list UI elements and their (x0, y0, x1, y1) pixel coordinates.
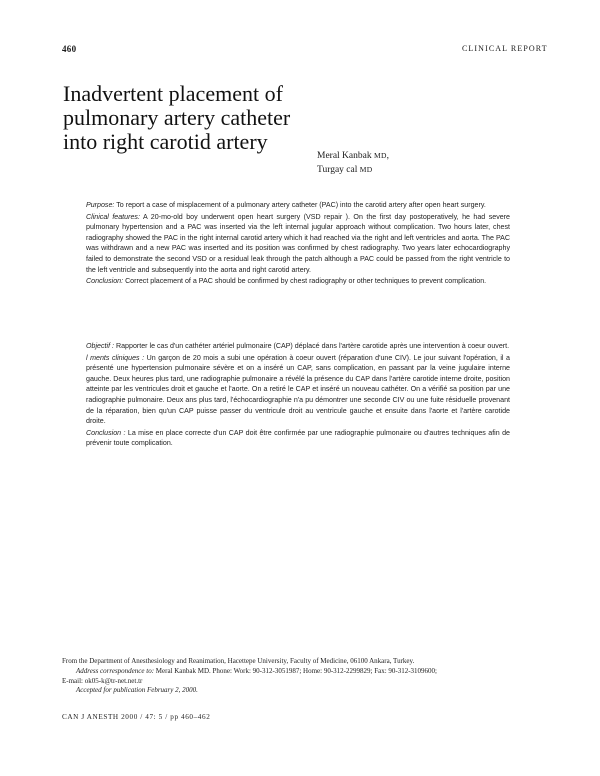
journal-citation: CAN J ANESTH 2000 / 47: 5 / pp 460–462 (62, 713, 211, 721)
author-1 (317, 149, 389, 163)
purpose-text: To report a case of misplacement of a pulmonary artery catheter (PAC) into the carotid artery after open heart surgery. (116, 201, 486, 209)
conclusion-label: Conclusion: (86, 277, 124, 286)
article-title: Inadvertent placement of pulmonary artery catheter into right carotid artery (63, 81, 291, 154)
clinical-text: A 20-mo-old boy underwent open heart surgery (VSD repair ). On the first day postoperatively, he had severe pulmonary hypertension and a PAC was inserted via the left internal jugular approach without complication. Two hours later, chest radiography showed the PAC in the right internal carotid artery which it had reached via the right and left ventricles and aorta. The PAC was withdrawn and a new PAC was inserted and its position was confirmed by chest radiography. Two years later echocardiography failed to demonstrate the second VSD or a residual leak through the patch although a PAC could be passed from the right ventricle to the left ventricle and subsequently into the aorta and right carotid artery. (86, 212, 510, 274)
author-name: Turgay cal (317, 165, 358, 175)
clinical-label: Clinical features: (86, 212, 140, 221)
conclusion-fr-label: Conclusion : (86, 428, 126, 437)
email: E-mail: ok05-k@tr-net.net.tr (62, 676, 143, 685)
abstract-purpose (86, 200, 510, 211)
resume-elements-cliniques (86, 353, 510, 427)
conclusion-fr-text: La mise en place correcte d'un CAP doit être confirmée par une radiographie pulmonaire ou d'autres techniques afin de prévenir toute complication. (86, 428, 510, 448)
elements-text: Un garçon de 20 mois a subi une opération à coeur ouvert (réparation d'une CIV). Le jour suivant l'opération, il a présenté une hypertension pulmonaire sévère et on a inséré un CAP, sans complication, en passant par la veine jugulaire interne gauche. Deux heures plus tard, une radiographie pulmonaire a révélé la présence du CAP dans l'artère carotide interne droite, position atteinte par les ventricules droit et gauche et l'aorte. On a retiré le CAP et inséré un nouveau cathéter. On a vérifié sa position par une radiographie pulmonaire. Deux ans plus tard, l'échocardiographie n'a pu démontrer une seconde CIV ou une fuite résiduelle provenant de la réparation, bien qu'un CAP puisse passer du ventricule droit au ventricule gauche et ensuite dans l'aorte et l'artère carotide droite. (86, 353, 510, 426)
resume-objectif (86, 341, 510, 352)
author-separator: , (386, 151, 390, 161)
conclusion-text: Correct placement of a PAC should be confirmed by chest radiography or other techniques to prevent complication. (125, 277, 487, 286)
purpose-label: Purpose: (86, 201, 115, 209)
author-degree: MD (359, 165, 373, 174)
author-name: Meral Kanbak (317, 151, 372, 161)
page-number: 460 (62, 44, 77, 54)
accepted-date: Accepted for publication February 2, 2000. (76, 686, 198, 695)
abstract-english (86, 200, 510, 288)
elements-label: l ments cliniques : (86, 353, 145, 362)
objectif-text: Rapporter le cas d'un cathéter artériel pulmonaire (CAP) déplacé dans l'artère carotide après une intervention à coeur ouvert. (115, 342, 510, 350)
objectif-label: Objectif : (86, 342, 114, 350)
abstract-conclusion (86, 276, 510, 287)
correspondence (62, 667, 522, 677)
author-list (317, 149, 389, 177)
correspondence-text: Meral Kanbak MD. Phone: Work: 90-312-3051987; Home: 90-312-2299829; Fax: 90-312-3109600; (155, 666, 438, 675)
abstract-clinical-features (86, 212, 510, 276)
affiliation: From the Department of Anesthesiology and Reanimation, Hacettepe University, Faculty of Medicine, 06100 Ankara, Turkey. (62, 657, 415, 665)
correspondence-label: Address correspondence to: (76, 666, 155, 675)
author-2 (317, 163, 389, 177)
section-label: CLINICAL REPORT (462, 44, 548, 53)
footnote-block (62, 657, 522, 696)
resume-conclusion (86, 428, 510, 449)
author-degree: MD (373, 151, 387, 160)
abstract-french (86, 341, 510, 450)
